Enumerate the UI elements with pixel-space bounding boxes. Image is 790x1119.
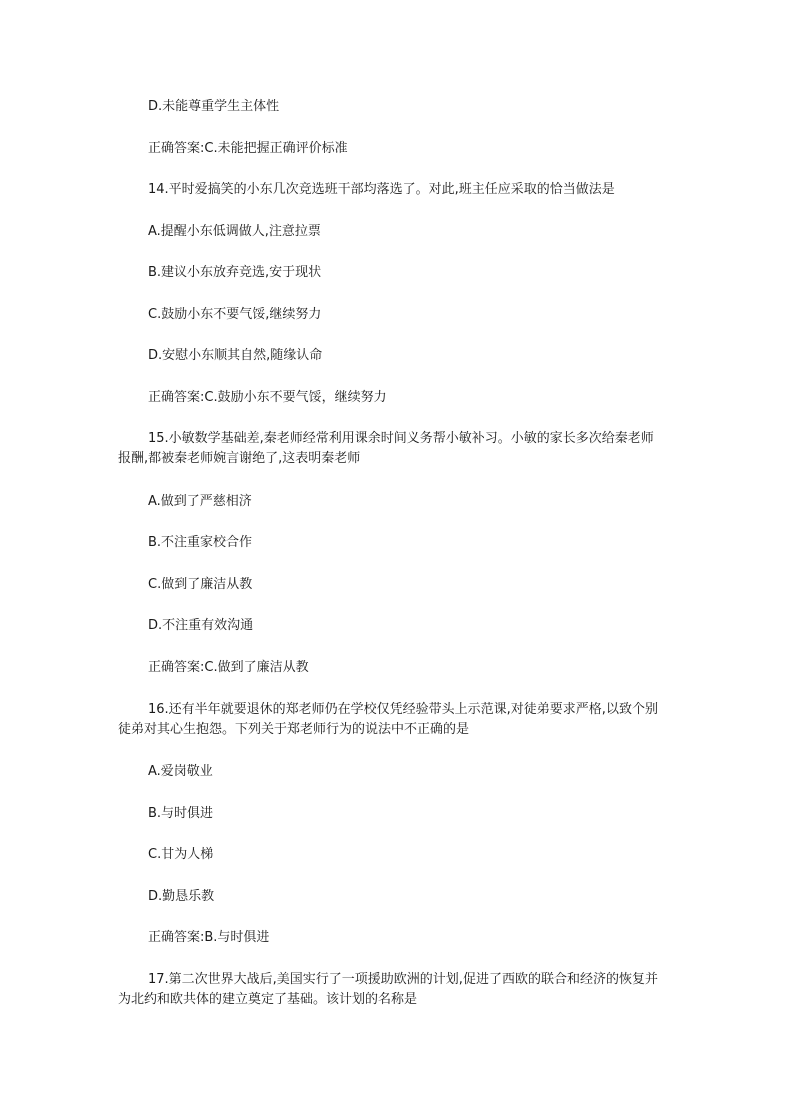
- option-d-q13: D.未能尊重学生主体性: [148, 99, 280, 114]
- option-b-q16: B.与时俱进: [148, 806, 214, 821]
- answer-q16: 正确答案:B.与时俱进: [148, 930, 270, 945]
- option-b-q15: B.不注重家校合作: [148, 535, 253, 550]
- answer-q13: 正确答案:C.未能把握正确评价标准: [148, 141, 348, 156]
- option-b-q14: B.建议小东放弃竞选,安于现状: [148, 265, 322, 280]
- question-16: 16.还有半年就要退休的郑老师仍在学校仅凭经验带头上示范课,对徒弟要求严格,以致个别徒弟对其心生抱怨。下列关于郑老师行为的说法中不正确的是: [118, 702, 658, 737]
- option-a-q15: A.做到了严慈相济: [148, 494, 252, 509]
- answer-q15: 正确答案:C.做到了廉洁从教: [148, 660, 309, 675]
- option-a-q16: A.爱岗敬业: [148, 764, 213, 779]
- question-15: 15.小敏数学基础差,秦老师经常利用课余时间义务帮小敏补习。小敏的家长多次给秦老师报酬,都被秦老师婉言谢绝了,这表明秦老师: [118, 431, 654, 466]
- question-14: 14.平时爱搞笑的小东几次竞选班干部均落选了。对此,班主任应采取的恰当做法是: [148, 182, 615, 197]
- option-c-q14: C.鼓励小东不要气馁,继续努力: [148, 307, 322, 322]
- option-c-q16: C.甘为人梯: [148, 847, 214, 862]
- question-17: 17.第二次世界大战后,美国实行了一项援助欧洲的计划,促进了西欧的联合和经济的恢复并为北约和欧共体的建立奠定了基础。该计划的名称是: [118, 972, 658, 1007]
- option-d-q14: D.安慰小东顺其自然,随缘认命: [148, 348, 323, 363]
- answer-q14: 正确答案:C.鼓励小东不要气馁，继续努力: [148, 390, 387, 405]
- option-c-q15: C.做到了廉洁从教: [148, 577, 253, 592]
- option-d-q15: D.不注重有效沟通: [148, 618, 254, 633]
- option-d-q16: D.勤恳乐教: [148, 889, 215, 904]
- option-a-q14: A.提醒小东低调做人,注意拉票: [148, 224, 321, 239]
